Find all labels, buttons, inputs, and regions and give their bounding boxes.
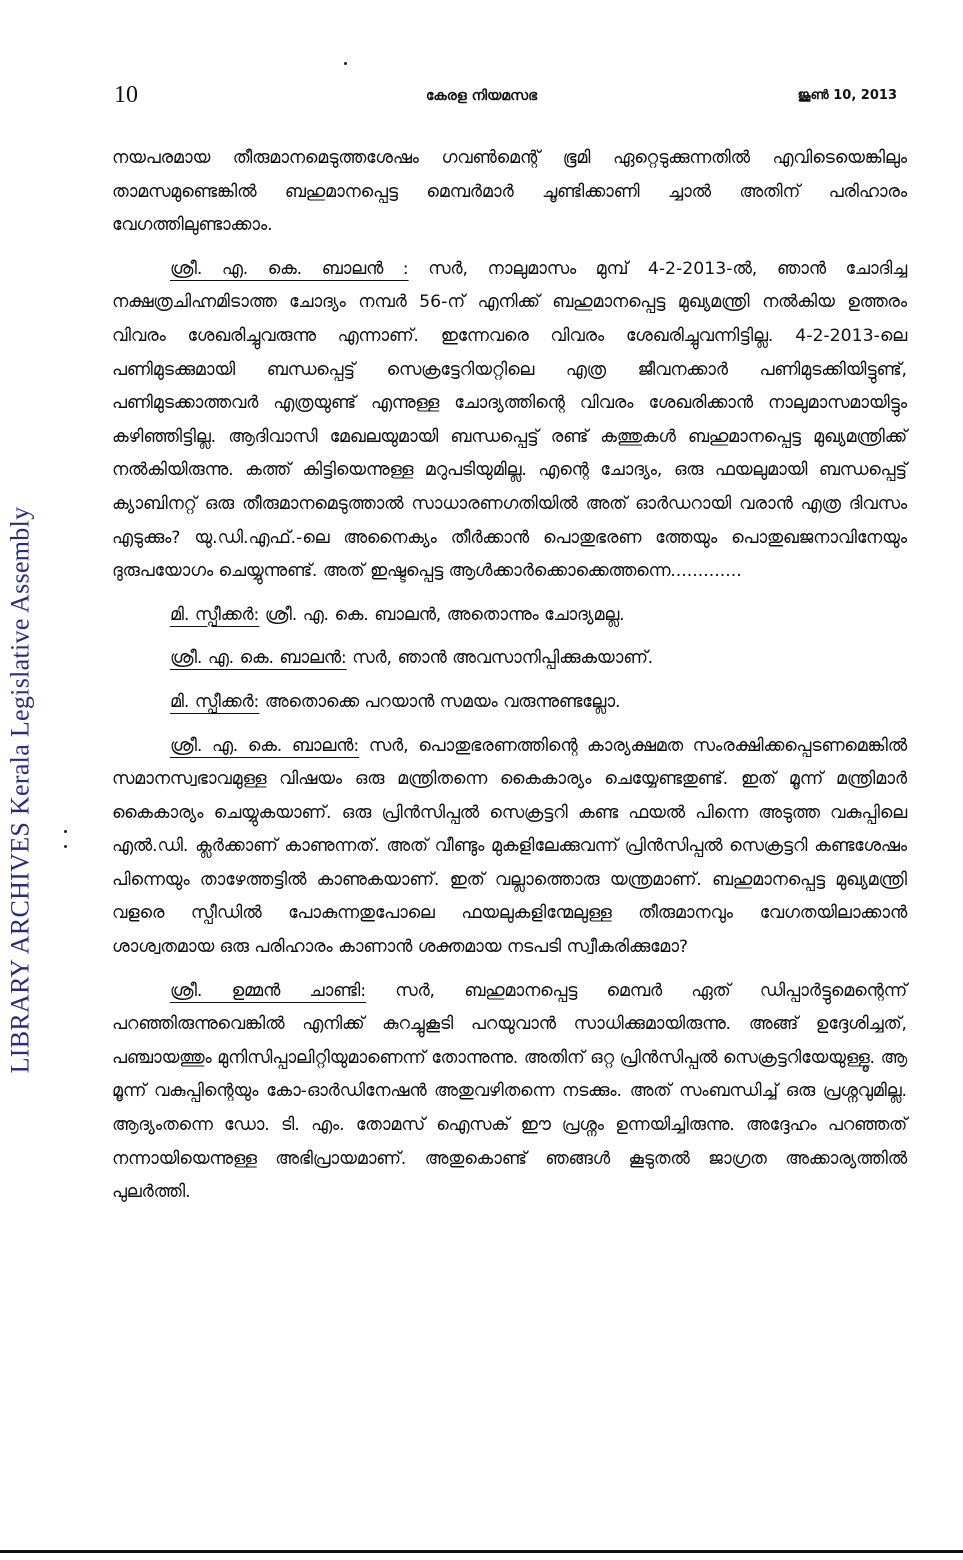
- speaker-name: മി. സ്പീക്കർ:: [170, 691, 260, 712]
- page-number: 10: [114, 82, 138, 108]
- paragraph-speaker-remark-2: [112, 686, 907, 720]
- page-header: [0, 82, 963, 110]
- paragraph-speaker-remark: [112, 599, 907, 633]
- paragraph-text: ശ്രീ. എ. കെ. ബാലൻ, അതൊന്നും ചോദ്യമല്ല.: [259, 604, 625, 625]
- proceedings-body: [112, 142, 907, 1220]
- watermark-text: LIBRARY ARCHIVES Kerala Legislative Assembly: [5, 506, 35, 1074]
- scan-speck: [64, 845, 67, 848]
- header-title: കേരള നിയമസഭ: [425, 88, 538, 104]
- paragraph-text: സർ, ബഹുമാനപ്പെട്ട മെമ്പർ ഏത് ഡിപ്പാർട്ടുമെന്റെന്ന് പറഞ്ഞിരുന്നുവെങ്കിൽ എനിക്ക് കുറച്ചുകൂടി പറയുവാൻ സാധിക്കുമായിരുന്നു. അങ്ങ് ഉദ്ദേശിച്ചത്, പഞ്ചായത്തും മുനിസിപ്പാലിറ്റിയുമാണെന്ന് തോന്നുന്നു. അതിന് ഒറ്റ പ്രിൻസിപ്പൽ സെക്രട്ടറിയേയുള്ളൂ. ആ മൂന്ന് വകുപ്പിന്റെയും കോ-ഓർഡിനേഷൻ അതുവഴിതന്നെ നടക്കും. അത് സംബന്ധിച്ച് ഒരു പ്രശ്നവുമില്ല. ആദ്യംതന്നെ ഡോ. ടി. എം. തോമസ് ഐസക് ഈ പ്രശ്നം ഉന്നയിച്ചിരുന്നു. അദ്ദേഹം പറഞ്ഞത് നന്നായിയെന്നുള്ള അഭിപ്രായമാണ്. അതുകൊണ്ട് ഞങ്ങൾ കൂടുതൽ ജാഗ്രത അക്കാര്യത്തിൽ പുലർത്തി.: [112, 980, 907, 1203]
- paragraph-text: സർ, നാലുമാസം മുമ്പ് 4-2-2013-ൽ, ഞാൻ ചോദിച്ച നക്ഷത്രചിഹ്നമിടാത്ത ചോദ്യം നമ്പർ 56-ന് എനിക്ക് ബഹുമാനപ്പെട്ട മുഖ്യമന്ത്രി നൽകിയ ഉത്തരം വിവരം ശേഖരിച്ചുവരുന്നു എന്നാണ്. ഇന്നേവരെ വിവരം ശേഖരിച്ചുവന്നിട്ടില്ല. 4-2-2013-ലെ പണിമുടക്കുമായി ബന്ധപ്പെട്ട് സെക്രട്ടേറിയറ്റിലെ എത്ര ജീവനക്കാർ പണിമുടക്കിയിട്ടുണ്ട്, പണിമുടക്കാത്തവർ എത്രയുണ്ട് എന്നുള്ള ചോദ്യത്തിന്റെ വിവരം ശേഖരിക്കാൻ നാലുമാസമായിട്ടും കഴിഞ്ഞിട്ടില്ല. ആദിവാസി മേഖലയുമായി ബന്ധപ്പെട്ട് രണ്ട് കത്തുകൾ ബഹുമാനപ്പെട്ട മുഖ്യമന്ത്രിക്ക് നൽകിയിരുന്നു. കത്ത് കിട്ടിയെന്നുള്ള മറുപടിയുമില്ല. എന്റെ ചോദ്യം, ഒരു ഫയലുമായി ബന്ധപ്പെട്ട് ക്യാബിനറ്റ് ഒരു തീരുമാനമെടുത്താൽ സാധാരണഗതിയിൽ അത് ഓർഡറായി വരാൻ എത്ര ദിവസം എടുക്കും? യു.ഡി.എഫ്.-ലെ അനൈക്യം തീർക്കാൻ പൊതുഭരണ ത്തേയും പൊതുഖജനാവിനേയും ദുരുപയോഗം ചെയ്യുന്നുണ്ട്. അത് ഇഷ്ടപ്പെട്ട ആൾക്കാർക്കൊക്കെത്തന്നെ.............: [112, 258, 907, 582]
- paragraph-chief-minister-reply: [112, 975, 907, 1210]
- speaker-name: ശ്രീ. എ. കെ. ബാലൻ :: [170, 258, 409, 279]
- scan-speck: [344, 62, 347, 65]
- speaker-name: ശ്രീ. എ. കെ. ബാലൻ:: [170, 648, 347, 669]
- scan-speck: [64, 830, 67, 833]
- paragraph-balan-closing: [112, 642, 907, 676]
- speaker-name: ശ്രീ. എ. കെ. ബാലൻ:: [170, 735, 360, 756]
- paragraph-balan-supplementary: [112, 730, 907, 965]
- paragraph-text: സർ, പൊതുഭരണത്തിന്റെ കാര്യക്ഷമത സംരക്ഷിക്കപ്പെടണമെങ്കിൽ സമാനസ്വഭാവമുള്ള വിഷയം ഒരു മന്ത്രിതന്നെ കൈകാര്യം ചെയ്യേണ്ടതുണ്ട്. ഇത് മൂന്ന് മന്ത്രിമാർ കൈകാര്യം ചെയ്യുകയാണ്. ഒരു പ്രിൻസിപ്പൽ സെക്രട്ടറി കണ്ട ഫയൽ പിന്നെ അടുത്ത വകുപ്പിലെ എൽ.ഡി. ക്ലർക്കാണ് കാണുന്നത്. അത് വീണ്ടും മുകളിലേക്കുവന്ന് പ്രിൻസിപ്പൽ സെക്രട്ടറി കണ്ടശേഷം പിന്നെയും താഴേത്തട്ടിൽ കാണുകയാണ്. ഇത് വല്ലാത്തൊരു യന്ത്രമാണ്. ബഹുമാനപ്പെട്ട മുഖ്യമന്ത്രി വളരെ സ്പീഡിൽ പോകുന്നതുപോലെ ഫയലുകളിന്മേലുള്ള തീരുമാനവും വേഗതയിലാക്കാൻ ശാശ്വതമായ ഒരു പരിഹാരം കാണാൻ ശക്തമായ നടപടി സ്വീകരിക്കുമോ?: [112, 735, 907, 958]
- speaker-name: മി. സ്പീക്കർ:: [170, 604, 260, 625]
- footer-rule: [0, 1550, 963, 1553]
- speaker-name: ശ്രീ. ഉമ്മൻ ചാണ്ടി:: [170, 980, 367, 1001]
- library-archives-watermark: [2, 430, 38, 1150]
- header-date: ജൂൺ 10, 2013: [797, 88, 897, 103]
- paragraph-text: അതൊക്കെ പറയാൻ സമയം വരുന്നുണ്ടല്ലോ.: [259, 691, 621, 712]
- paragraph-continuation: [112, 142, 907, 243]
- paragraph-text: നയപരമായ തീരുമാനമെടുത്തശേഷം ഗവൺമെന്റ് ഭൂമി ഏറ്റെടുക്കുന്നതിൽ എവിടെയെങ്കിലും താമസമുണ്ടെങ്കിൽ ബഹുമാനപ്പെട്ട മെമ്പർമാർ ചൂണ്ടിക്കാണി ച്ചാൽ അതിന് പരിഹാരം വേഗത്തിലുണ്ടാക്കാം.: [112, 148, 907, 236]
- paragraph-balan-question: [112, 253, 907, 589]
- paragraph-text: സർ, ഞാൻ അവസാനിപ്പിക്കുകയാണ്.: [346, 648, 654, 669]
